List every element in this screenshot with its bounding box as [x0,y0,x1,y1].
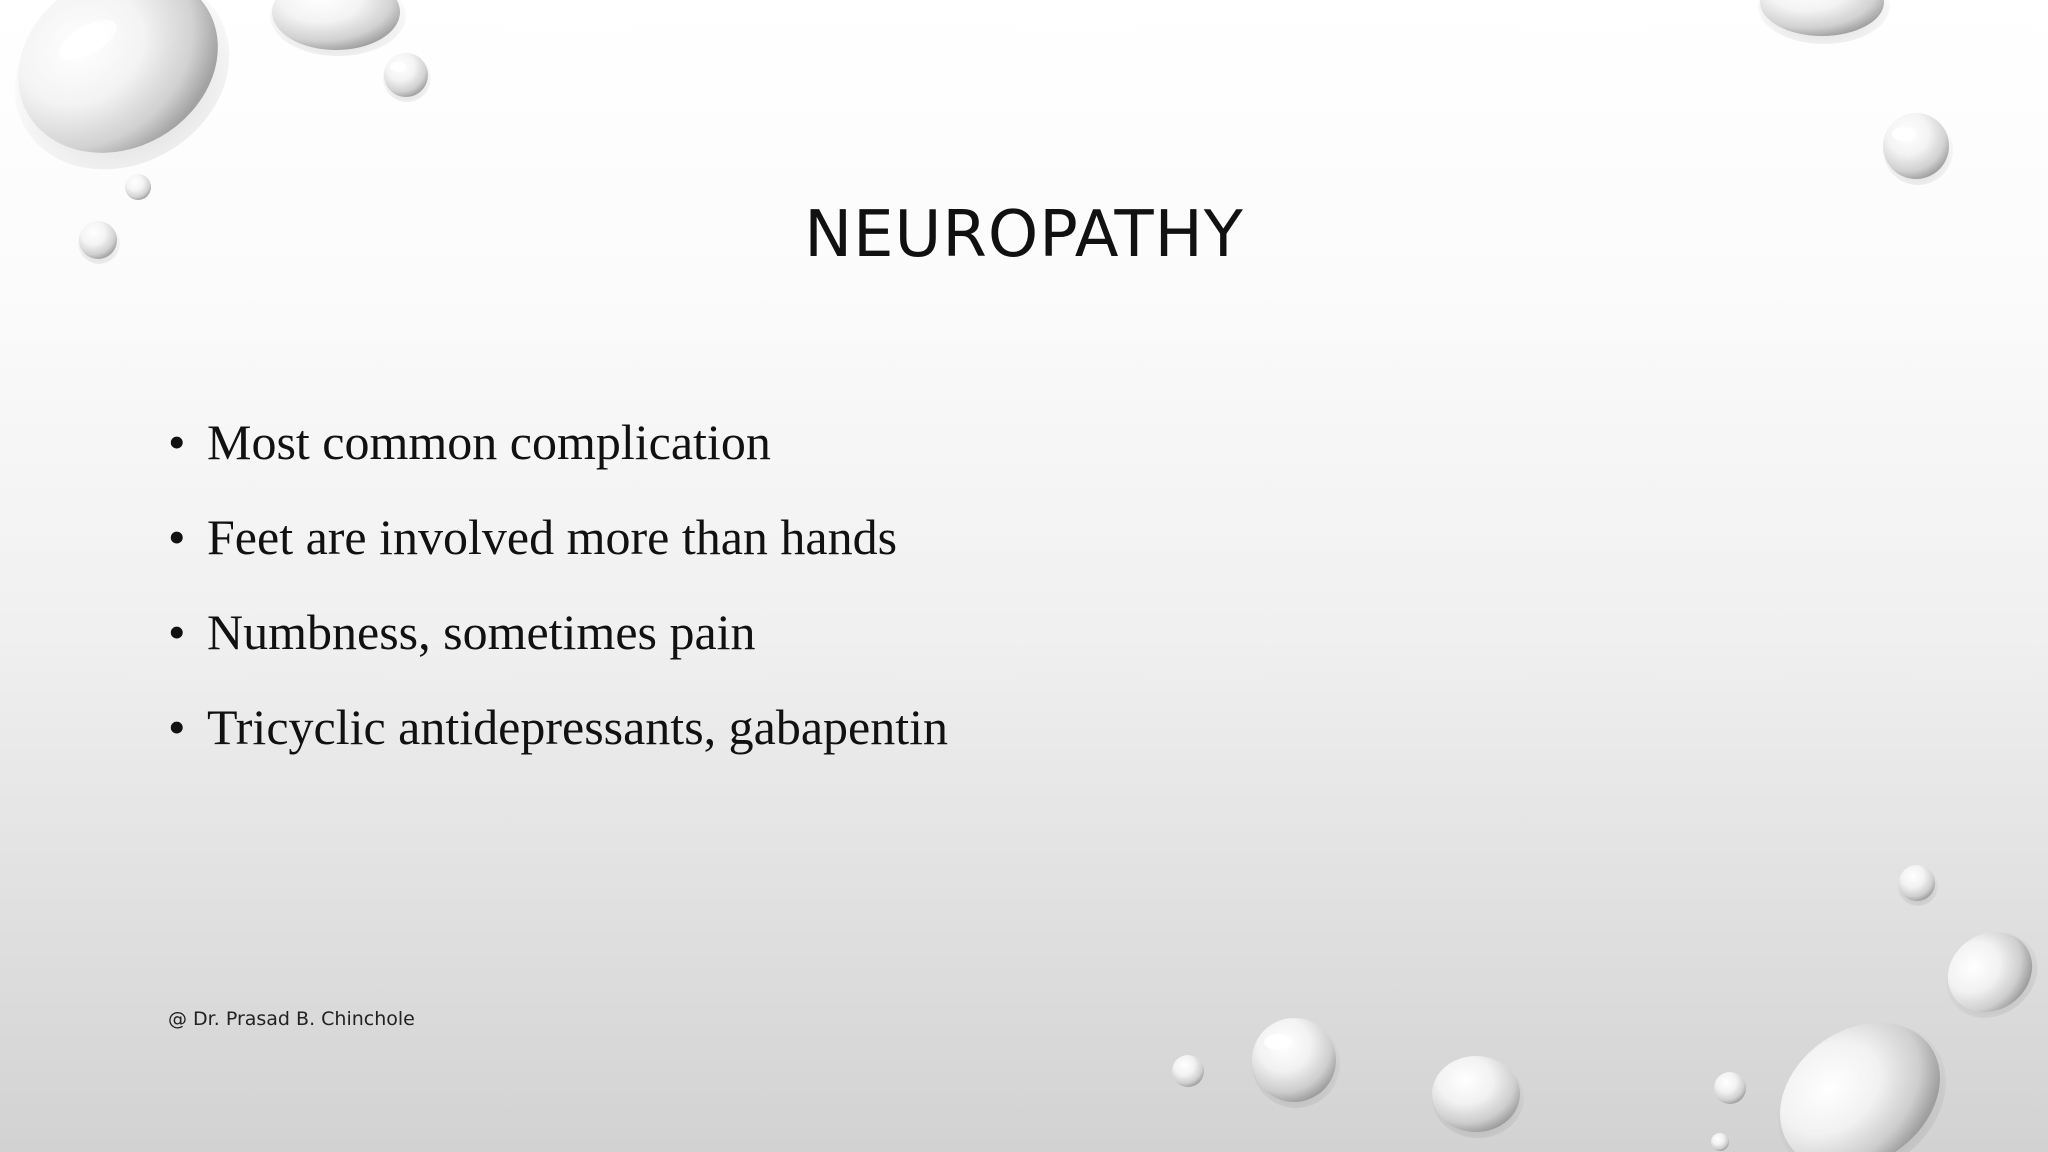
droplet-bottom-right-2 [1930,915,2048,1036]
droplet-top-right-1 [1758,0,1890,44]
droplet-bottom-right-3 [1748,991,1976,1152]
bullet-text: Most common complication [207,414,771,470]
bullet-list [168,412,948,792]
droplet-top-left-4 [125,174,151,200]
bullet-text: Feet are involved more than hands [207,509,898,565]
droplet-top-left-3 [383,53,431,102]
slide-footer: @ Dr. Prasad B. Chinchole [168,1008,415,1030]
droplet-bottom-right-4 [1711,1072,1746,1151]
bullet-text: Tricyclic antidepressants, gabapentin [207,699,949,755]
droplet-bottom-7 [1172,1055,1204,1087]
droplet-bottom-right-1 [1898,865,1938,906]
slide-title [0,198,2048,272]
bullet-marker: • [168,604,186,660]
bullet-marker: • [168,414,186,470]
droplet-bottom-6 [1252,1018,1340,1108]
bullet-marker: • [168,509,186,565]
droplet-top-left-2 [270,0,406,56]
bullet-item [168,507,948,602]
bullet-item [168,697,948,792]
bullet-text: Numbness, sometimes pain [207,604,756,660]
bullet-marker: • [168,699,186,755]
bullet-item [168,602,948,697]
droplet-bottom-5 [1432,1056,1524,1138]
slide-title-text: NEUROPATHY [804,198,1244,272]
droplet-top-right-2 [1883,113,1953,185]
bullet-item [168,412,948,507]
